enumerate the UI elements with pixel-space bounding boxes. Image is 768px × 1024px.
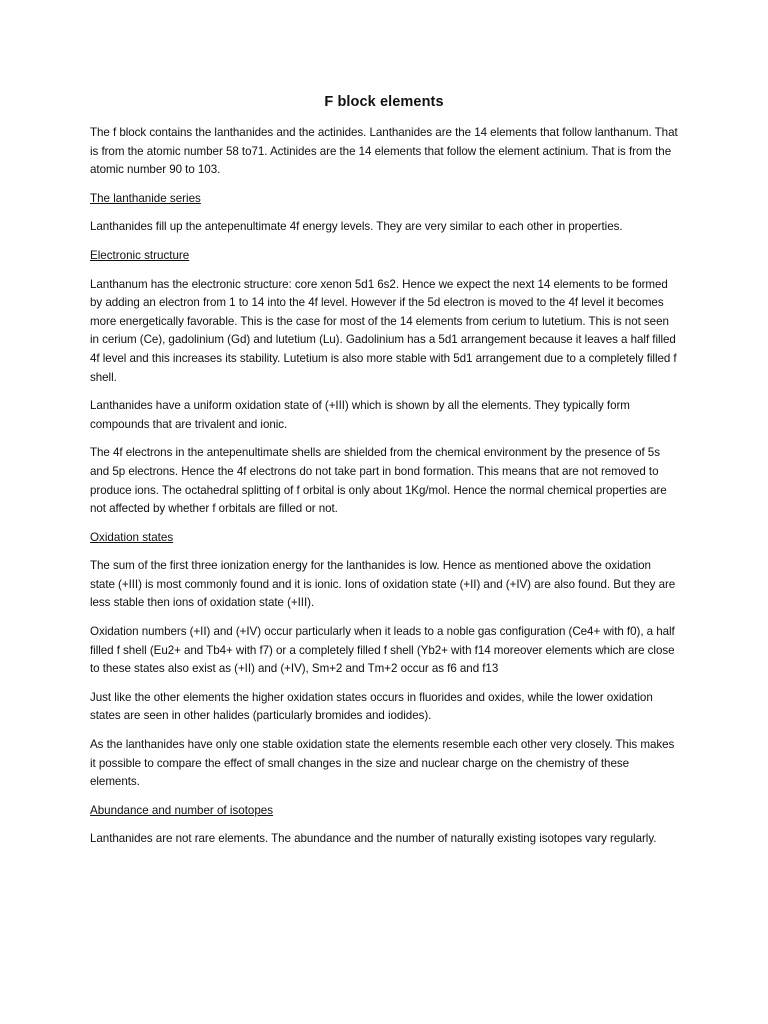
- intro-paragraph: The f block contains the lanthanides and the actinides. Lanthanides are the 14 elements that follow lanthanum. That is from the atomic number 58 to71. Actinides are the 14 elements that follow the element actinium. That is from the atomic number 90 to 103.: [90, 126, 678, 177]
- oxidation-states-paragraph-2: Oxidation numbers (+II) and (+IV) occur particularly when it leads to a noble gas configuration (Ce4+ with f0), a half filled f shell (Eu2+ and Tb4+ with f7) or a completely filled f shell (Yb2+ with f14 moreover elements which are close to these states also exist as (+II) and (+IV), Sm+2 and Tm+2 occur as f6 and f13: [90, 625, 675, 676]
- lanthanide-series-paragraph: Lanthanides fill up the antepenultimate 4f energy levels. They are very similar to each other in properties.: [90, 220, 623, 234]
- section-heading-oxidation-states: Oxidation states: [90, 530, 174, 544]
- electronic-structure-paragraph-3: The 4f electrons in the antepenultimate shells are shielded from the chemical environment by the presence of 5s and 5p electrons. Hence the 4f electrons do not take part in bond formation. This means that are not removed to produce ions. The octahedral splitting of f orbital is only about 1Kg/mol. Hence the normal chemical properties are not affected by whether f orbitals are filled or not.: [90, 446, 667, 516]
- section-heading-electronic-structure: Electronic structure: [90, 248, 190, 262]
- abundance-paragraph: Lanthanides are not rare elements. The abundance and the number of naturally existing isotopes vary regularly.: [90, 832, 657, 846]
- section-heading-lanthanide-series: The lanthanide series: [90, 191, 201, 205]
- document-page: [90, 94, 678, 859]
- electronic-structure-paragraph-2: Lanthanides have a uniform oxidation state of (+III) which is shown by all the elements. They typically form compounds that are trivalent and ionic.: [90, 399, 630, 431]
- oxidation-states-paragraph-1: The sum of the first three ionization energy for the lanthanides is low. Hence as mentioned above the oxidation state (+III) is most commonly found and it is ionic. Ions of oxidation state (+II) and (+IV) are also found. But they are less stable then ions of oxidation state (+III).: [90, 559, 676, 610]
- oxidation-states-paragraph-4: As the lanthanides have only one stable oxidation state the elements resemble each other very closely. This makes it possible to compare the effect of small changes in the size and nuclear charge on the chemistry of these elements.: [90, 738, 675, 789]
- electronic-structure-paragraph-1: Lanthanum has the electronic structure: core xenon 5d1 6s2. Hence we expect the next 14 elements to be formed by adding an electron from 1 to 14 into the 4f level. However if the 5d electron is moved to the 4f level it becomes more energetically favorable. This is the case for most of the 14 elements from cerium to lutetium. This is not seen in cerium (Ce), gadolinium (Gd) and lutetium (Lu). Gadolinium has a 5d1 arrangement because it leaves a half filled 4f level and this increases its stability. Lutetium is also more stable with 5d1 arrangement due to a completely filled f shell.: [90, 277, 677, 384]
- oxidation-states-paragraph-3: Just like the other elements the higher oxidation states occurs in fluorides and oxides, while the lower oxidation states are seen in other halides (particularly bromides and iodides).: [90, 690, 653, 723]
- page-title: F block elements: [324, 94, 444, 110]
- section-heading-abundance: Abundance and number of isotopes: [90, 803, 274, 817]
